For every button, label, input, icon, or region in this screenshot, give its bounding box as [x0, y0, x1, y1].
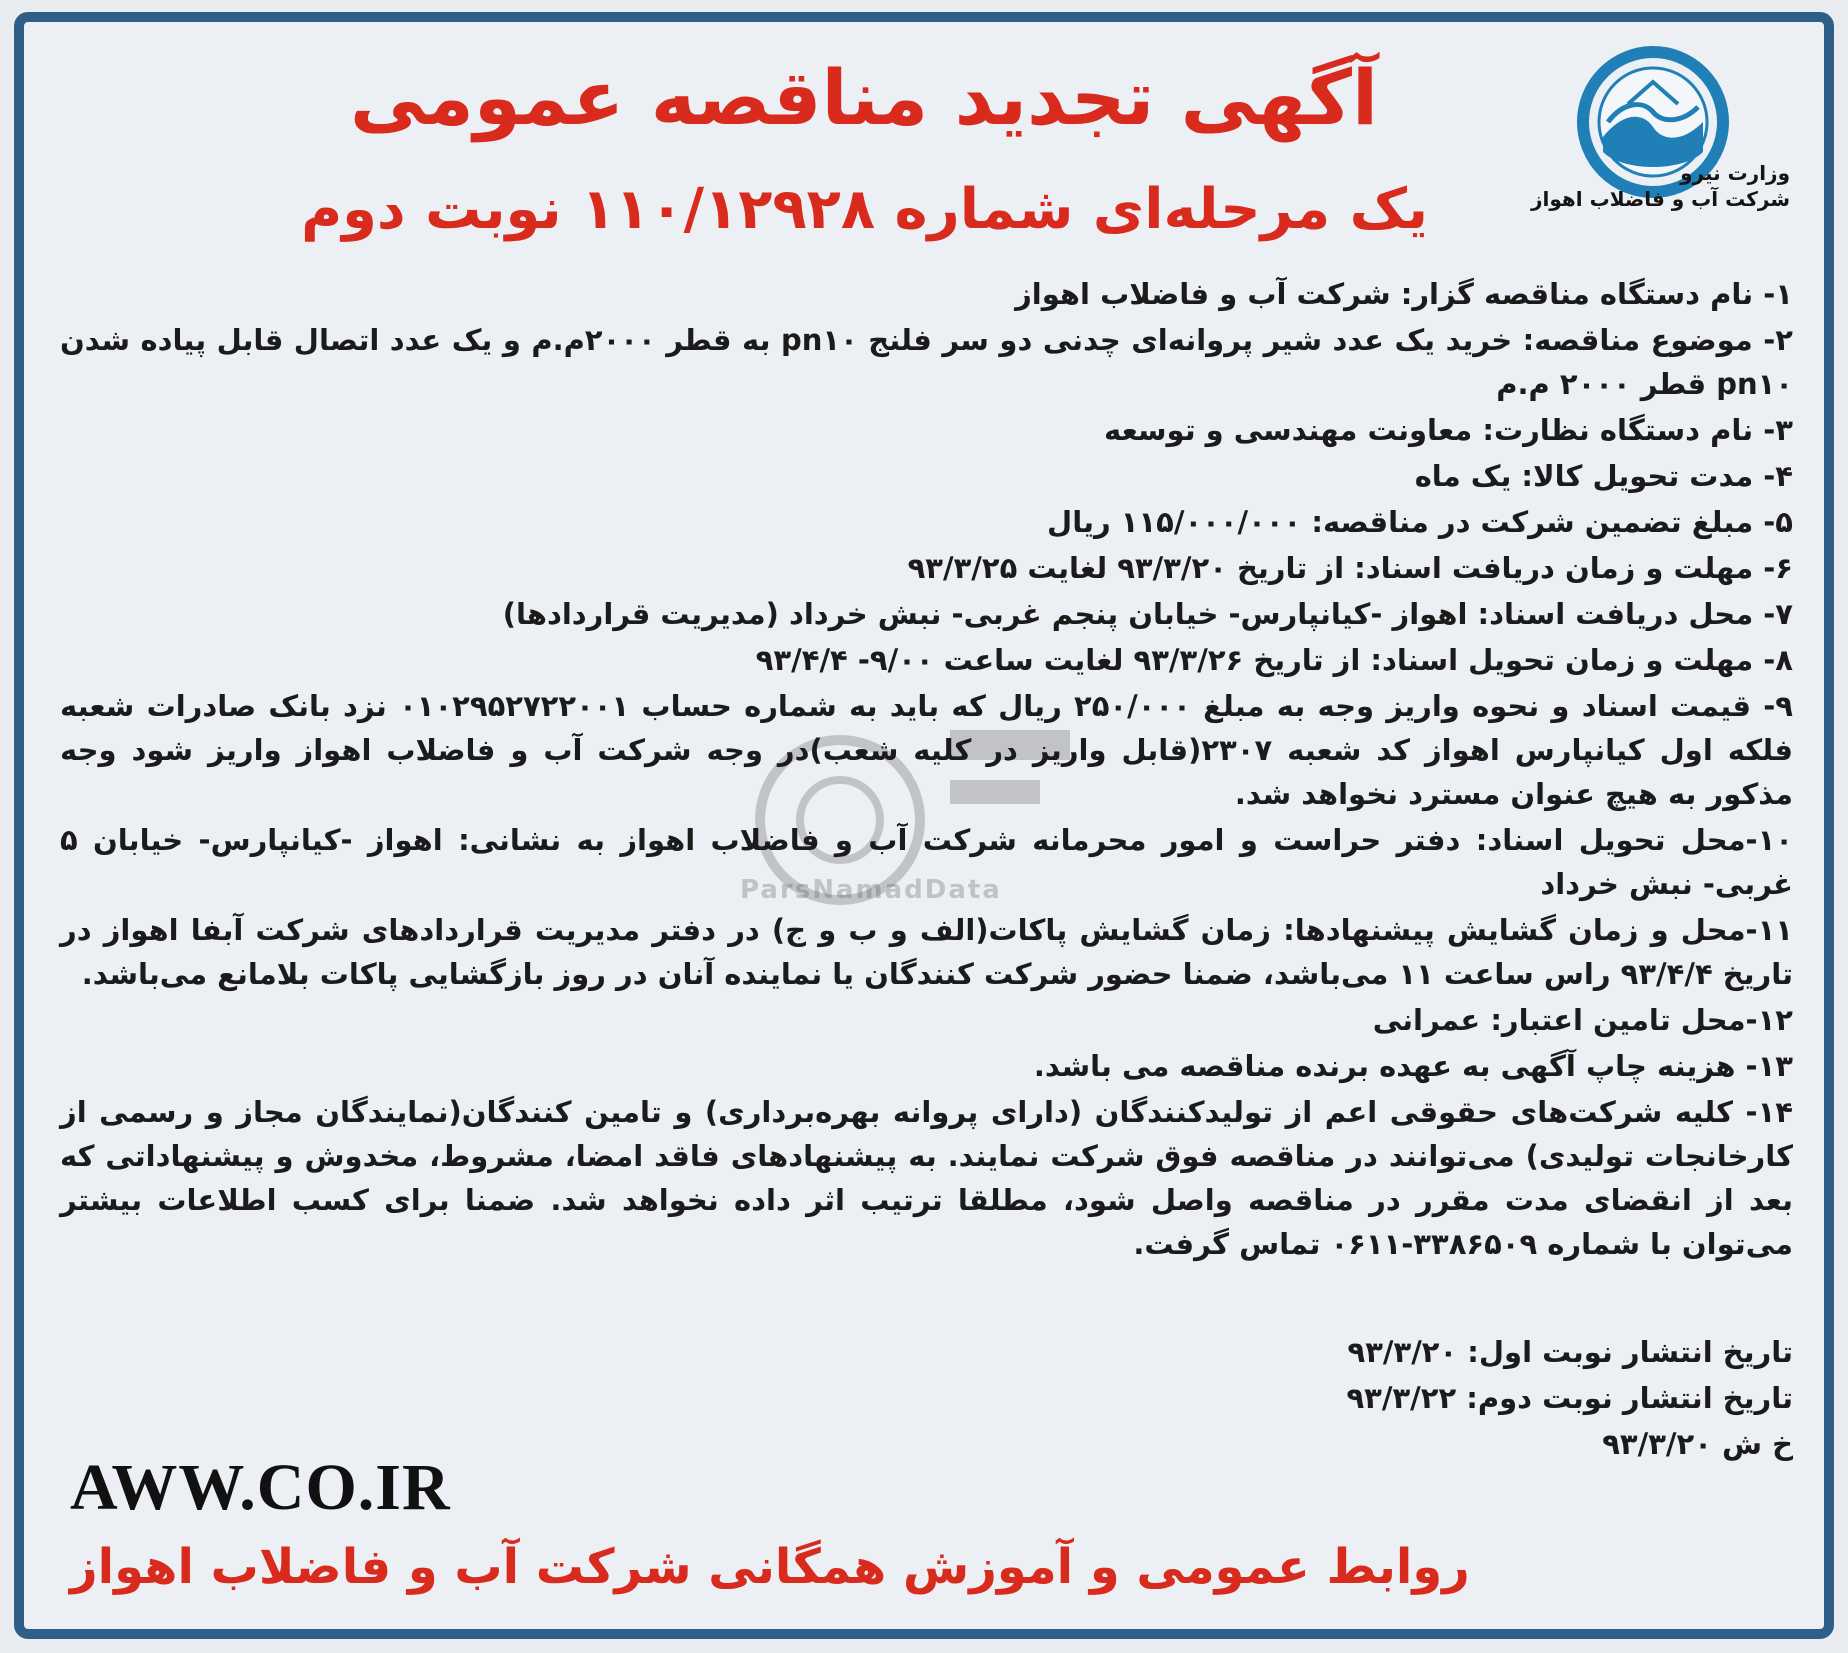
list-item: ۴- مدت تحویل کالا: یک ماه	[1414, 459, 1793, 493]
list-item: ۷- محل دریافت اسناد: اهواز -کیانپارس- خیابان پنجم غربی- نبش خرداد (مدیریت قراردادها)	[502, 597, 1793, 631]
reference-code: خ ش ۹۳/۳/۲۰	[1602, 1427, 1793, 1461]
second-publication-date: تاریخ انتشار نوبت دوم: ۹۳/۳/۲۲	[1346, 1381, 1793, 1415]
ministry-name: وزارت نیرو	[1680, 161, 1790, 185]
notice-title: آگهی تجدید مناقصه عمومی	[349, 53, 1378, 142]
list-item: ۱۴- کلیه شرکت‌های حقوقی اعم از تولیدکنندگان (دارای پروانه بهره‌برداری) و تامین کنندگان(نمایندگان مجاز و رسمی از کارخانجات تولیدی) می‌توانند در مناقصه فوق شرکت نمایند. به پیشنهادهای فاقد امضا، مشروط، مخدوش و پیشنهاداتی که بعد از انقضای مدت مقرر در مناقصه واصل شود، مطلقا ترتیب اثر داده نخواهد شد. ضمنا برای کسب اطلاعات بیشتر می‌توان با شماره ۳۳۸۶۵۰۹-۰۶۱۱ تماس گرفت.	[60, 1095, 1793, 1261]
list-item: ۱۱-محل و زمان گشایش پیشنهادها: زمان گشایش پاکات(الف و ب و ج) در دفتر مدیریت قراردادهای شرکت آبفا اهواز در تاریخ ۹۳/۴/۴ راس ساعت ۱۱ می‌باشد، ضمنا حضور شرکت کنندگان یا نماینده آنان در روز بازگشایی پاکات بلامانع می‌باشد.	[60, 913, 1793, 991]
public-relations-footer: روابط عمومی و آموزش همگانی شرکت آب و فاضلاب اهواز	[70, 1539, 1470, 1595]
company-name: شرکت آب و فاضلاب اهواز	[1531, 187, 1790, 211]
list-item: ۱۲-محل تامین اعتبار: عمرانی	[1372, 1003, 1793, 1037]
tender-items	[60, 272, 1793, 1268]
first-publication-date: تاریخ انتشار نوبت اول: ۹۳/۳/۲۰	[1347, 1335, 1793, 1369]
list-item: ۳- نام دستگاه نظارت: معاونت مهندسی و توسعه	[1104, 413, 1793, 447]
logo-caption	[1510, 160, 1790, 212]
list-item: ۸- مهلت و زمان تحویل اسناد: از تاریخ ۹۳/۳/۲۶ لغایت ساعت ۹/۰۰- ۹۳/۴/۴	[755, 643, 1793, 677]
list-item: ۱۰-محل تحویل اسناد: دفتر حراست و امور محرمانه شرکت آب و فاضلاب اهواز به نشانی: اهواز -کیانپارس- خیابان ۵ غربی- نبش خرداد	[60, 823, 1793, 901]
publication-dates	[1346, 1330, 1793, 1468]
notice-subtitle: یک مرحله‌ای شماره ۱۱۰/۱۲۹۲۸ نوبت دوم	[301, 177, 1428, 242]
list-item: ۹- قیمت اسناد و نحوه واریز وجه به مبلغ ۲۵۰/۰۰۰ ریال که باید به شماره حساب ۰۱۰۲۹۵۲۷۲۲۰۰۱ نزد بانک صادرات شعبه فلکه اول کیانپارس اهواز کد شعبه ۲۳۰۷(قابل واریز در کلیه شعب)در وجه شرکت آب و فاضلاب اهواز واریز شود وجه مذکور به هیچ عنوان مسترد نخواهد شد.	[60, 689, 1793, 811]
list-item: ۱- نام دستگاه مناقصه گزار: شرکت آب و فاضلاب اهواز	[1015, 277, 1793, 311]
list-item: ۵- مبلغ تضمین شرکت در مناقصه: ۱۱۵/۰۰۰/۰۰۰ ریال	[1047, 505, 1793, 539]
website-url[interactable]: AWW.CO.IR	[70, 1451, 451, 1524]
list-item: ۶- مهلت و زمان دریافت اسناد: از تاریخ ۹۳/۳/۲۰ لغایت ۹۳/۳/۲۵	[907, 551, 1793, 585]
list-item: ۲- موضوع مناقصه: خرید یک عدد شیر پروانه‌ای چدنی دو سر فلنج pn۱۰ به قطر ۲۰۰۰م.م و یک عدد اتصال قابل پیاده شدن pn۱۰ قطر ۲۰۰۰ م.م	[60, 323, 1793, 401]
list-item: ۱۳- هزینه چاپ آگهی به عهده برنده مناقصه می باشد.	[1033, 1049, 1793, 1083]
watermark-text: ParsNamadData	[740, 875, 1002, 905]
